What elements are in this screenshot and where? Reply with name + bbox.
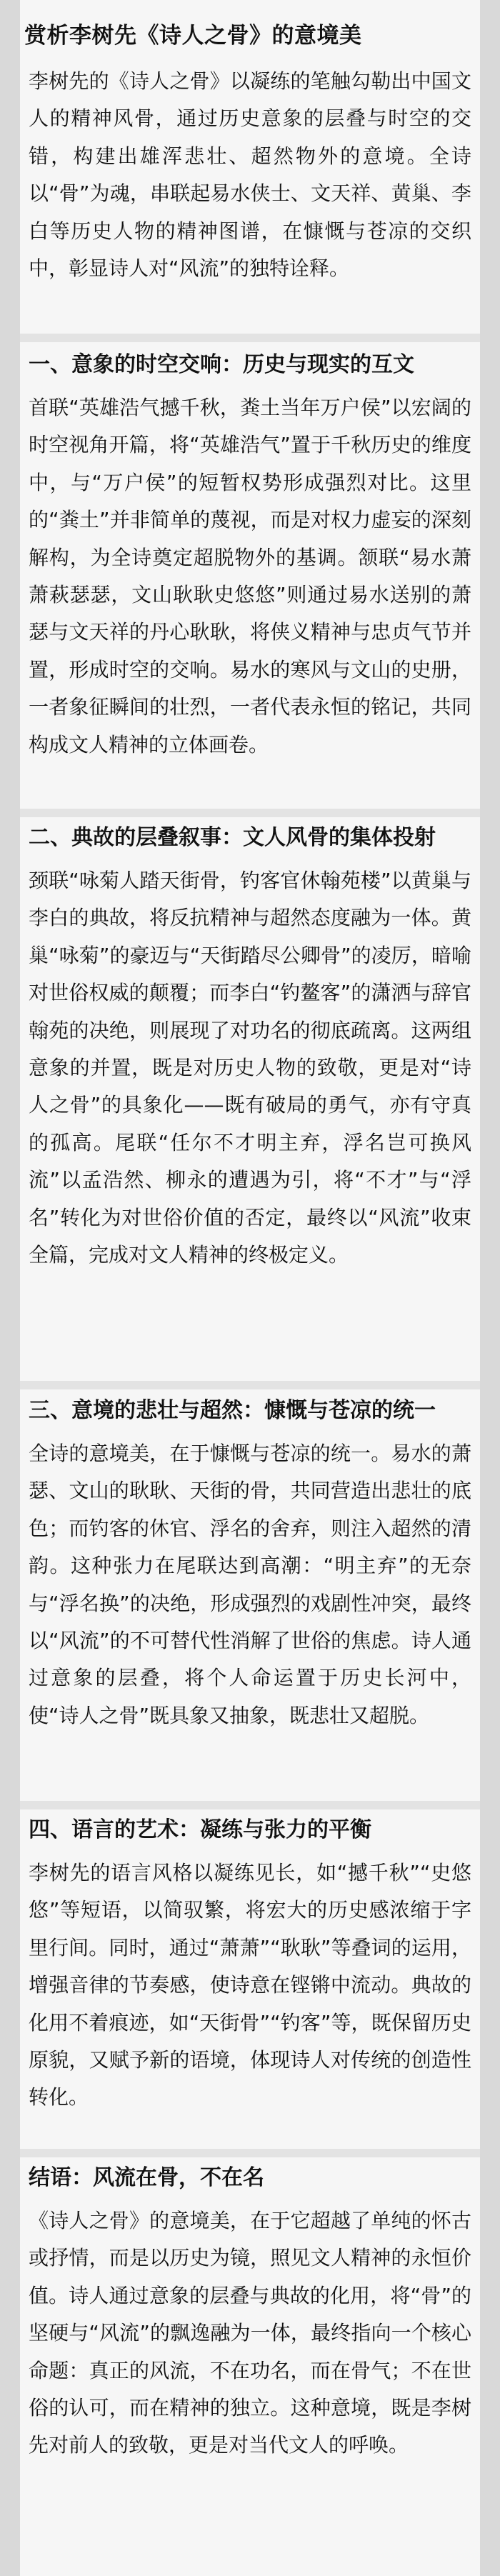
section-3-paragraph: 全诗的意境美，在于慷慨与苍凉的统一。易水的萧瑟、文山的耿耿、天街的骨，共同营造出悲壮的底色；而钓客的休官、浮名的舍弃，则注入超然的清韵。这种张力在尾联达到高潮：“明主弃”的无奈与“浮名换”的决绝，形成强烈的戏剧性冲突，最终以“风流”的不可替代性消解了世俗的焦虑。诗人通过意象的层叠，将个人命运置于历史长河中，使“诗人之骨”既具象又抽象，既悲壮又超脱。 [29,1442,471,1727]
section-4-paragraph: 李树先的语言风格以凝练见长，如“撼千秋”“史悠悠”等短语，以简驭繁，将宏大的历史感浓缩于字里行间。同时，通过“萧萧”“耿耿”等叠词的运用，增强音律的节奏感，使诗意在铿锵中流动。典故的化用不着痕迹，如“天街骨”“钓客”等，既保留历史原貌，又赋予新的语境，体现诗人对传统的创造性转化。 [29,1861,471,2110]
conclusion-heading: 结语：风流在骨，不在名 [29,2165,264,2190]
section-divider [20,809,480,817]
intro-block [29,63,471,287]
section-divider [20,1801,480,1809]
section-1-heading: 一、意象的时空交响：历史与现实的互文 [29,352,414,377]
section-4-heading: 四、语言的艺术：凝练与张力的平衡 [29,1817,371,1842]
conclusion-paragraph: 《诗人之骨》的意境美，在于它超越了单纯的怀古或抒情，而是以历史为镜，照见文人精神的永恒价值。诗人通过意象的层叠与典故的化用，将“骨”的坚硬与“风流”的飘逸融为一体，最终指向一个核心命题：真正的风流，不在功名，而在骨气；不在世俗的认可，而在精神的独立。这种意境，既是李树先对前人的致敬，更是对当代文人的呼唤。 [29,2209,471,2457]
section-4 [29,1816,471,2117]
section-1-paragraph: 首联“英雄浩气撼千秋，粪土当年万户侯”以宏阔的时空视角开篇，将“英雄浩气”置于千秋历史的维度中，与“万户侯”的短暂权势形成强烈对比。这里的“粪土”并非简单的蔑视，而是对权力虚妄的深刻解构，为全诗奠定超脱物外的基调。颔联“易水萧萧萩瑟瑟，文山耿耿史悠悠”则通过易水送别的萧瑟与文天祥的丹心耿耿，将侠义精神与忠贞气节并置，形成时空的交响。易水的寒风与文山的史册，一者象征瞬间的壮烈，一者代表永恒的铭记，共同构成文人精神的立体画卷。 [29,396,471,757]
section-2 [29,824,471,1274]
section-2-heading: 二、典故的层叠叙事：文人风骨的集体投射 [29,825,436,850]
conclusion [29,2164,471,2465]
section-3-heading: 三、意境的悲壮与超然：慷慨与苍凉的统一 [29,1398,436,1423]
article-title: 赏析李树先《诗人之骨》的意境美 [24,23,362,49]
section-1 [29,351,471,764]
section-2-paragraph: 颈联“咏菊人踏天街骨，钓客官休翰苑楼”以黄巢与李白的典故，将反抗精神与超然态度融为一体。黄巢“咏菊”的豪迈与“天街踏尽公卿骨”的凌厉，暗喻对世俗权威的颠覆；而李白“钓鳌客”的潇洒与辞官翰苑的决绝，则展现了对功名的彻底疏离。这两组意象的并置，既是对历史人物的致敬，更是对“诗人之骨”的具象化——既有破局的勇气，亦有守真的孤高。尾联“任尔不才明主弃，浮名岂可换风流”以孟浩然、柳永的遭遇为引，将“不才”与“浮名”转化为对世俗价值的否定，最终以“风流”收束全篇，完成对文人精神的终极定义。 [29,869,471,1267]
section-3 [29,1397,471,1734]
section-divider [20,334,480,342]
section-divider [20,2149,480,2157]
section-divider [20,1381,480,1389]
intro-paragraph: 李树先的《诗人之骨》以凝练的笔触勾勒出中国文人的精神风骨，通过历史意象的层叠与时空的交错，构建出雄浑悲壮、超然物外的意境。全诗以“骨”为魂，串联起易水侠士、文天祥、黄巢、李白等历史人物的精神图谱，在慷慨与苍凉的交织中，彰显诗人对“风流”的独特诠释。 [29,69,471,281]
